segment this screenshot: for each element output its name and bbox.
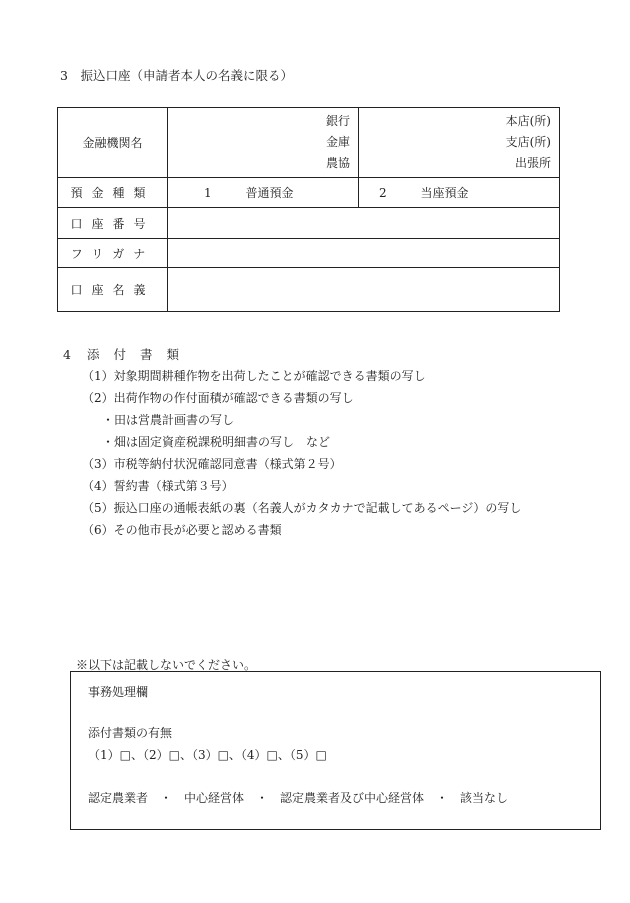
account-name-field[interactable] [168, 268, 560, 312]
deposit-type-label: 預金種類 [58, 178, 168, 208]
attachment-item-6: （6）その他市長が必要と認める書類 [82, 523, 282, 537]
office-use-box [70, 671, 601, 830]
branch-type-main: 本店(所) [505, 114, 551, 128]
bank-account-table [57, 107, 560, 312]
office-use-note: ※以下は記載しないでください。 [76, 658, 257, 672]
institution-name-cell[interactable] [168, 108, 359, 178]
institution-type-nokyo: 農協 [325, 156, 350, 170]
branch-type-branch: 支店(所) [505, 135, 551, 149]
account-name-label: 口座名義 [58, 268, 168, 312]
attachment-item-3: （3）市税等納付状況確認同意書（様式第２号） [82, 457, 342, 471]
section3-title: 3 振込口座（申請者本人の名義に限る） [60, 68, 293, 83]
attachment-subitem-2: ・畑は固定資産税課税明細書の写し など [102, 435, 331, 449]
attachment-item-5: （5）振込口座の通帳表紙の裏（名義人がカタカナで記載してあるページ）の写し [82, 501, 522, 515]
institution-type-kinko: 金庫 [325, 135, 350, 149]
attachment-item-4: （4）誓約書（様式第３号） [82, 479, 234, 493]
attachments-label: 添付書類の有無 [88, 726, 173, 740]
attachment-subitem-1: ・田は営農計画書の写し [102, 413, 235, 427]
institution-type-bank: 銀行 [325, 114, 350, 128]
account-number-label: 口座番号 [58, 208, 168, 239]
office-box-title: 事務処理欄 [88, 685, 149, 699]
farmer-categories[interactable]: 認定農業者 ・ 中心経営体 ・ 認定農業者及び中心経営体 ・ 該当なし [88, 791, 509, 805]
attachment-item-1: （1）対象期間耕種作物を出荷したことが確認できる書類の写し [82, 369, 426, 383]
deposit-option-current[interactable]: 2 当座預金 [359, 178, 560, 208]
furigana-field[interactable] [168, 239, 560, 268]
attachment-item-2: （2）出荷作物の作付面積が確認できる書類の写し [82, 391, 354, 405]
institution-label: 金融機関名 [58, 108, 168, 178]
furigana-label: フリガナ [58, 239, 168, 268]
account-number-field[interactable] [168, 208, 560, 239]
deposit-option-ordinary[interactable]: 1 普通預金 [168, 178, 359, 208]
section4-title: 4 添付書類 [63, 347, 193, 362]
branch-type-sub: 出張所 [514, 156, 551, 170]
attachments-checklist[interactable]: （1）□、（2）□、（3）□、（4）□、（5）□ [88, 748, 327, 762]
branch-name-cell[interactable] [359, 108, 560, 178]
